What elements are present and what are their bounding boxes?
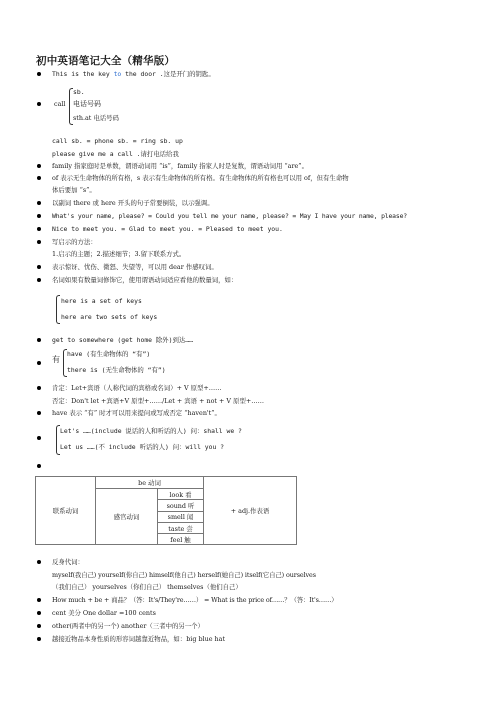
bullet-icon [37, 240, 41, 244]
adjective-order-note: 越接近物品本身性质的形容词越靠近物品，如：big blue hat [52, 635, 226, 643]
bullet-icon [37, 265, 41, 269]
link-verb-table [35, 476, 297, 545]
call-equivalents: call sb. = phone sb. = ring sb. up [52, 137, 183, 145]
lets-shall: Let's ……(include 说话的人和听话的人) 问：shall we ? [60, 427, 242, 435]
bullet-icon [37, 201, 41, 205]
let-us-will: Let us ……(不 include 听话的人) 问：will you ? [60, 443, 225, 451]
bullet-icon [37, 361, 41, 365]
page-title: 初中英语笔记大全（精华版） [36, 55, 176, 67]
bullet-icon [37, 164, 41, 168]
let-positive: 肯定：Let+宾语（人称代词的宾格或名词）+ V 原型+…… [52, 384, 222, 392]
name-question: What's your name, please? = Could you tell me your name, please? = May I have your name, please? [52, 212, 407, 220]
how-much-note: How much + be + 商品？（答：It's/They're……） = What is the price of……？（答：It's……） [52, 596, 338, 604]
let-negative: 否定：Don't let +宾语+V 原型+……/Let + 宾语 + not + V 原型+…… [52, 397, 264, 405]
you-word: 有 [52, 355, 60, 364]
bullet-icon [37, 436, 41, 440]
get-to-note: get to somewhere (get home 除外)到达…… [52, 336, 193, 344]
of-note: of 表示无生命物体的所有格，s 表示有生命物体的所有格。有生命物体的所有格也可以用 of，但有生命物 [52, 174, 349, 182]
keys-plural: here are two sets of keys [61, 313, 158, 321]
sense-verb-cell: 感官动词 [96, 489, 158, 545]
bullet-icon [37, 102, 41, 106]
give-call: please give me a call .请打电话给我 [52, 150, 179, 158]
be-verb-cell: be 动词 [96, 477, 204, 489]
there-here-note: 以副词 there 或 here 开头的句子常要倒装，以示强调。 [52, 199, 214, 207]
bullet-icon [37, 598, 41, 602]
call-word: call [54, 100, 66, 108]
reflexive-list: myself(我自己) yourself(你自己) himself(他自己) herself(她自己) itself(它自己) ourselves [52, 571, 316, 579]
bullet-icon [37, 72, 41, 76]
link-text: to [113, 70, 122, 78]
other-another-note: other(两者中的另一个) another（三者中的另一个） [52, 622, 204, 630]
bullet-icon [37, 611, 41, 615]
dear-note: 表示惊讶、忧伤、微怒、失望等，可以用 dear 作感叹词。 [52, 263, 218, 271]
sense-cell: sound 听 [158, 500, 204, 511]
notice-method: 写启示的方法： [52, 238, 97, 246]
bullet-icon [37, 624, 41, 628]
text: This is the key [52, 70, 114, 78]
sense-cell: look 看 [158, 489, 204, 500]
call-phone: 电话号码 [73, 100, 101, 108]
bullet-icon [37, 386, 41, 390]
reflexive-list-cont: （我们自己） yourselves（你们自己） themselves（他们自己） [52, 583, 242, 591]
text: the door .这是开门的钥匙。 [121, 70, 215, 78]
you-have: have (有生命物体的 “有”) [67, 350, 151, 358]
bullet-icon [37, 227, 41, 231]
sense-cell: smell 闻 [158, 511, 204, 522]
nice-meet: Nice to meet you. = Glad to meet you. = Pleased to meet you. [52, 225, 283, 233]
bullet-icon [37, 637, 41, 641]
bullet-icon [37, 278, 41, 282]
noun-number-note: 名词如果有数量词修饰它，使用谓语动词适应看他的数量词，如： [52, 276, 238, 284]
you-there-is: there is (无生命物体的 “有”) [67, 366, 166, 374]
bullet-icon [37, 411, 41, 415]
call-sb: sb. [73, 88, 85, 96]
sense-cell: feel 触 [158, 534, 204, 545]
family-note: family 指家庭时是单数，谓语动词用 “is”，family 指家人时是复数，谓语动词用 “are”。 [52, 162, 308, 170]
adj-predicate-cell: + adj.作表语 [204, 477, 297, 545]
reflexive-title: 反身代词： [52, 558, 84, 566]
notice-steps: 1.启示的主题；2.描述细节；3.留下联系方式。 [52, 250, 186, 258]
bullet-icon [37, 176, 41, 180]
bullet-icon [37, 464, 41, 468]
call-sth: sth.at 电话号码 [73, 114, 119, 122]
link-verb-cell: 联系动词 [36, 477, 96, 545]
have-note: have 表示 “有” 时才可以用来提问或写成否定 “haven't”。 [52, 409, 221, 417]
bullet-icon [37, 214, 41, 218]
brace-icon [56, 295, 60, 324]
bullet-icon [37, 338, 41, 342]
cent-note: cent 美分 One dollar =100 cents [52, 609, 156, 617]
keys-singular: here is a set of keys [61, 297, 142, 305]
bullet-icon [37, 560, 41, 564]
of-note-cont: 体后要加 “s”。 [52, 186, 96, 194]
sense-cell: taste 尝 [158, 522, 204, 533]
key-sentence [52, 70, 215, 78]
